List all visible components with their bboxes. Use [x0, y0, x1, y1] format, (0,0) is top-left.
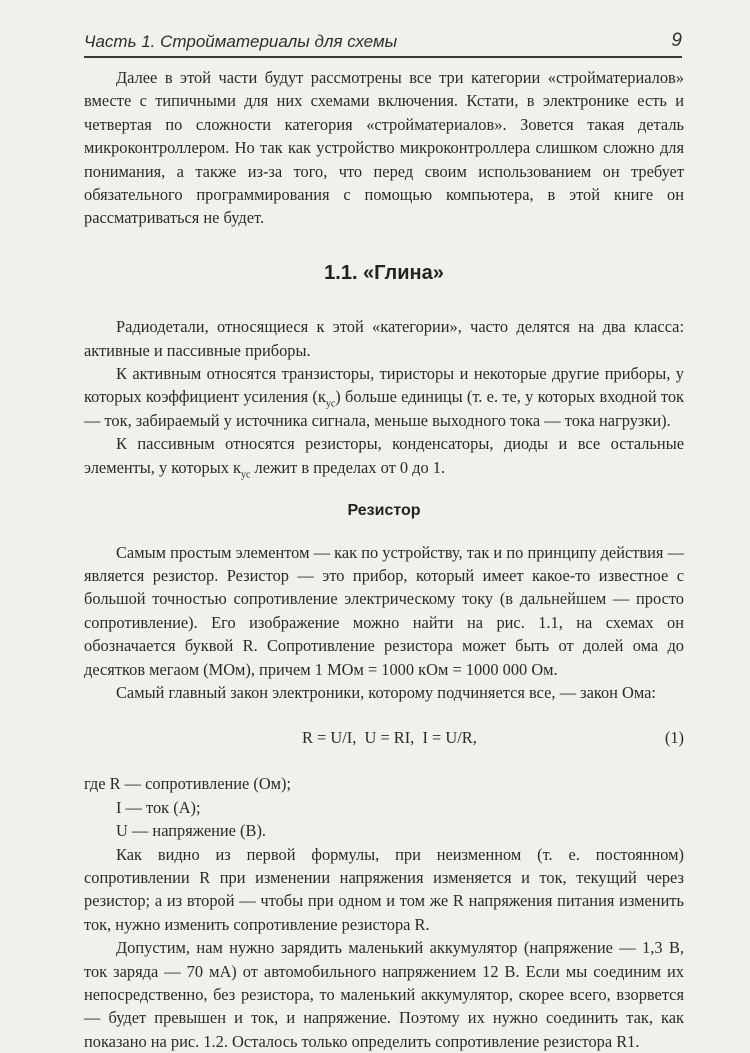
- running-header: [84, 30, 682, 58]
- formula-explanation-paragraph: Как видно из первой формулы, при неизменном (т. е. постоянном) сопротивлении R при изменении напряжения изменяется и ток, текущий через резистор; а из второй — чтобы при одном и том же R напряжения питания изменить ток, нужно изменить сопротивление резистора R.: [84, 844, 684, 934]
- text-span: ) больше единицы (т. е. те, у которых входной ток — ток, забираемый у источника сигнала, меньше выходного тока — тока нагрузки).: [84, 387, 684, 430]
- legend-line: U — напряжение (В).: [116, 821, 267, 841]
- text-span: К пассивным относятся резисторы, конденсаторы, диоды и все остальные элементы, у которых к: [84, 434, 684, 477]
- intro-paragraph: Далее в этой части будут рассмотрены все три категории «стройматериалов» вместе с типичными для них схемами включения. Кстати, в электронике есть и четвертая по сложности категория «стройматериалов». Зовется такая деталь микроконтроллером. Но так как устройство микроконтроллера слишком сложно для понимания, а также из-за того, что перед своим использованием он требует обязательного программирования с помощью компьютера, в этой книге он рассматриваться не будет.: [84, 68, 684, 228]
- formula-number: (1): [664, 728, 684, 748]
- page-body: [84, 66, 684, 1053]
- resistor-paragraph: Самым простым элементом — как по устройству, так и по принципу действия — является резистор. Резистор — это прибор, который имеет какое-то известное с большой точностью сопротивление электрическому току (в дальнейшем — просто сопротивление). Его изображение можно найти на рис. 1.1, на схемах он обозначается буквой R. Сопротивление резистора может быть от долей ома до десятков мегаом (МОм), причем 1 МОм = 1000 кОм = 1000 000 Ом.: [84, 542, 684, 679]
- subsection-heading: Резистор: [347, 502, 421, 520]
- battery-example-paragraph: Допустим, нам нужно зарядить маленький аккумулятор (напряжение — 1,3 В, ток заряда — 70 мА) от автомобильного напряжением 12 В. Если мы соединим их непосредственно, без резистора, то маленький аккумулятор, скорее всего, взорвется — будет превышен и ток, и напряжение. Поэтому их нужно соединить так, как показано на рис. 1.2. Осталось только определить сопротивление резистора R1.: [84, 938, 684, 1051]
- header-title: Часть 1. Стройматериалы для схемы: [84, 32, 398, 51]
- ohms-law-formula: [84, 714, 684, 762]
- active-devices-paragraph: [84, 362, 684, 432]
- section-heading: 1.1. «Глина»: [324, 261, 444, 284]
- subscript: ус: [241, 468, 251, 480]
- text-span: К активным относятся транзисторы, тиристоры и некоторые другие приборы, у которых коэффициент усиления (к: [84, 364, 684, 407]
- classes-paragraph: Радиодетали, относящиеся к этой «категории», часто делятся на два класса: активные и пассивные приборы.: [84, 317, 684, 360]
- legend-line: где R — сопротивление (Ом);: [84, 774, 292, 794]
- legend-line: I — ток (А);: [116, 797, 201, 817]
- formula-expression: R = U/I, U = RI, I = U/R,: [302, 728, 477, 748]
- page-number: 9: [671, 30, 682, 51]
- subscript: ус: [325, 398, 336, 410]
- ohms-law-intro: Самый главный закон электроники, которому подчиняется все, — закон Ома:: [116, 682, 656, 702]
- text-span: лежит в пределах от 0 до 1.: [250, 457, 446, 477]
- passive-devices-paragraph: [84, 432, 684, 479]
